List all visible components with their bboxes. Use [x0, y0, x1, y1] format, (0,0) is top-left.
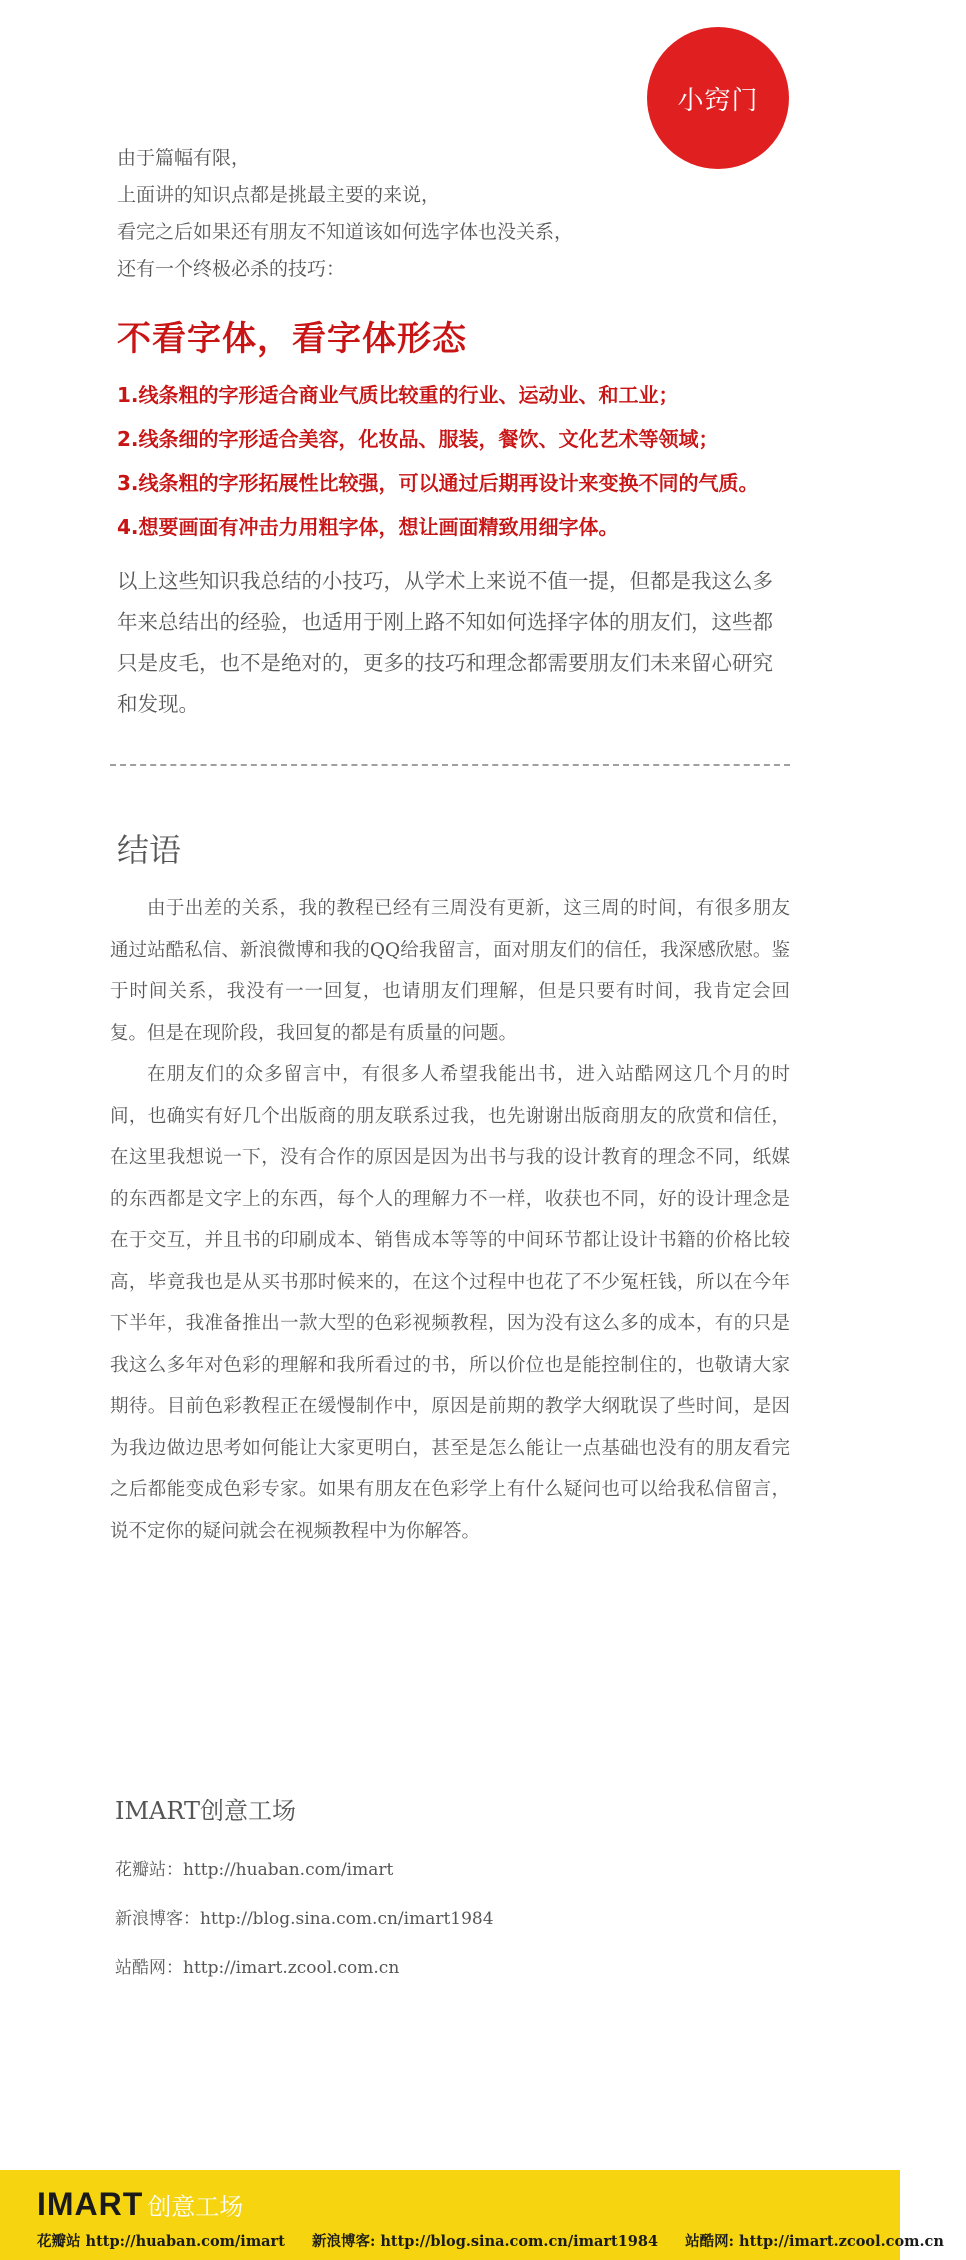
closing-paragraph: 在朋友们的众多留言中，有很多人希望我能出书，进入站酷网这几个月的时间，也确实有好几个出版商的朋友联系过我，也先谢谢出版商朋友的欣赏和信任，在这里我想说一下，没有合作的原因是因为出书与我的设计教育的理念不同，纸媒的东西都是文字上的东西，每个人的理解力不一样，收获也不同，好的设计理念是在于交互，并且书的印刷成本、销售成本等等的中间环节都让设计书籍的价格比较高，毕竟我也是从买书那时候来的，在这个过程中也花了不少冤枉钱，所以在今年下半年，我准备推出一款大型的色彩视频教程，因为没有这么多的成本，有的只是我这么多年对色彩的理解和我所看过的书，所以价位也是能控制住的，也敬请大家期待。目前色彩教程正在缓慢制作中，原因是前期的教学大纲耽误了些时间，是因为我边做边思考如何能让大家更明白，甚至是怎么能让一点基础也没有的朋友看完之后都能变成色彩专家。如果有朋友在色彩学上有什么疑问也可以给我私信留言，说不定你的疑问就会在视频教程中为你解答。 [110, 1064, 790, 1542]
link-label: 新浪博客： [115, 1909, 200, 1929]
footer-logo [37, 2186, 243, 2223]
intro-line: 还有一个终极必杀的技巧： [117, 258, 346, 280]
tips-list [117, 373, 797, 549]
footer-links [37, 2230, 966, 2251]
footer-bar [0, 2170, 944, 2260]
footer-link[interactable]: 新浪博客: http://blog.sina.com.cn/imart1984 [311, 2233, 659, 2250]
tip-item: 2.线条细的字形适合美容，化妆品、服装，餐饮、文化艺术等领域； [117, 427, 719, 451]
intro-line: 上面讲的知识点都是挑最主要的来说， [117, 184, 441, 206]
brand-links [115, 1846, 494, 1993]
link-sina-blog [115, 1895, 494, 1944]
tip-badge-label: 小窍门 [677, 85, 759, 116]
link-huaban [115, 1846, 494, 1895]
link-label: 花瓣站： [115, 1860, 183, 1880]
closing-paragraph: 由于出差的关系，我的教程已经有三周没有更新，这三周的时间，有很多朋友通过站酷私信、新浪微博和我的QQ给我留言，面对朋友们的信任，我深感欣慰。鉴于时间关系，我没有一一回复，也请朋友们理解，但是只要有时间，我肯定会回复。但是在现阶段，我回复的都是有质量的问题。 [110, 898, 790, 1044]
footer-link[interactable]: 花瓣站 http://huaban.com/imart [37, 2233, 285, 2250]
footer-logo-cn: 创意工场 [147, 2193, 244, 2221]
link-label: 站酷网： [115, 1958, 183, 1978]
link-url[interactable]: http://huaban.com/imart [183, 1860, 394, 1880]
intro-line: 看完之后如果还有朋友不知道该如何选字体也没关系， [117, 221, 574, 243]
closing-section [110, 888, 790, 1552]
tip-item: 4.想要画面有冲击力用粗字体，想让画面精致用细字体。 [117, 515, 619, 539]
intro-line: 由于篇幅有限， [117, 147, 251, 169]
tip-item: 3.线条粗的字形拓展性比较强，可以通过后期再设计来变换不同的气质。 [117, 471, 759, 495]
footer-link[interactable]: 站酷网: http://imart.zcool.com.cn [685, 2233, 944, 2250]
tip-headline: 不看字体，看字体形态 [117, 319, 467, 359]
intro-text [117, 140, 817, 288]
link-url[interactable]: http://imart.zcool.com.cn [183, 1958, 400, 1978]
tip-item: 1.线条粗的字形适合商业气质比较重的行业、运动业、和工业； [117, 383, 679, 407]
dashed-divider [110, 764, 790, 766]
closing-title: 结语 [117, 831, 182, 869]
link-zcool [115, 1944, 494, 1993]
footer-logo-en: IMART [37, 2186, 144, 2222]
brand-title: IMART创意工场 [115, 1797, 297, 1825]
summary-paragraph: 以上这些知识我总结的小技巧，从学术上来说不值一提，但都是我这么多年来总结出的经验，也适用于刚上路不知如何选择字体的朋友们，这些都只是皮毛，也不是绝对的，更多的技巧和理念都需要朋友们未来留心研究和发现。 [117, 569, 773, 716]
link-url[interactable]: http://blog.sina.com.cn/imart1984 [200, 1909, 494, 1929]
